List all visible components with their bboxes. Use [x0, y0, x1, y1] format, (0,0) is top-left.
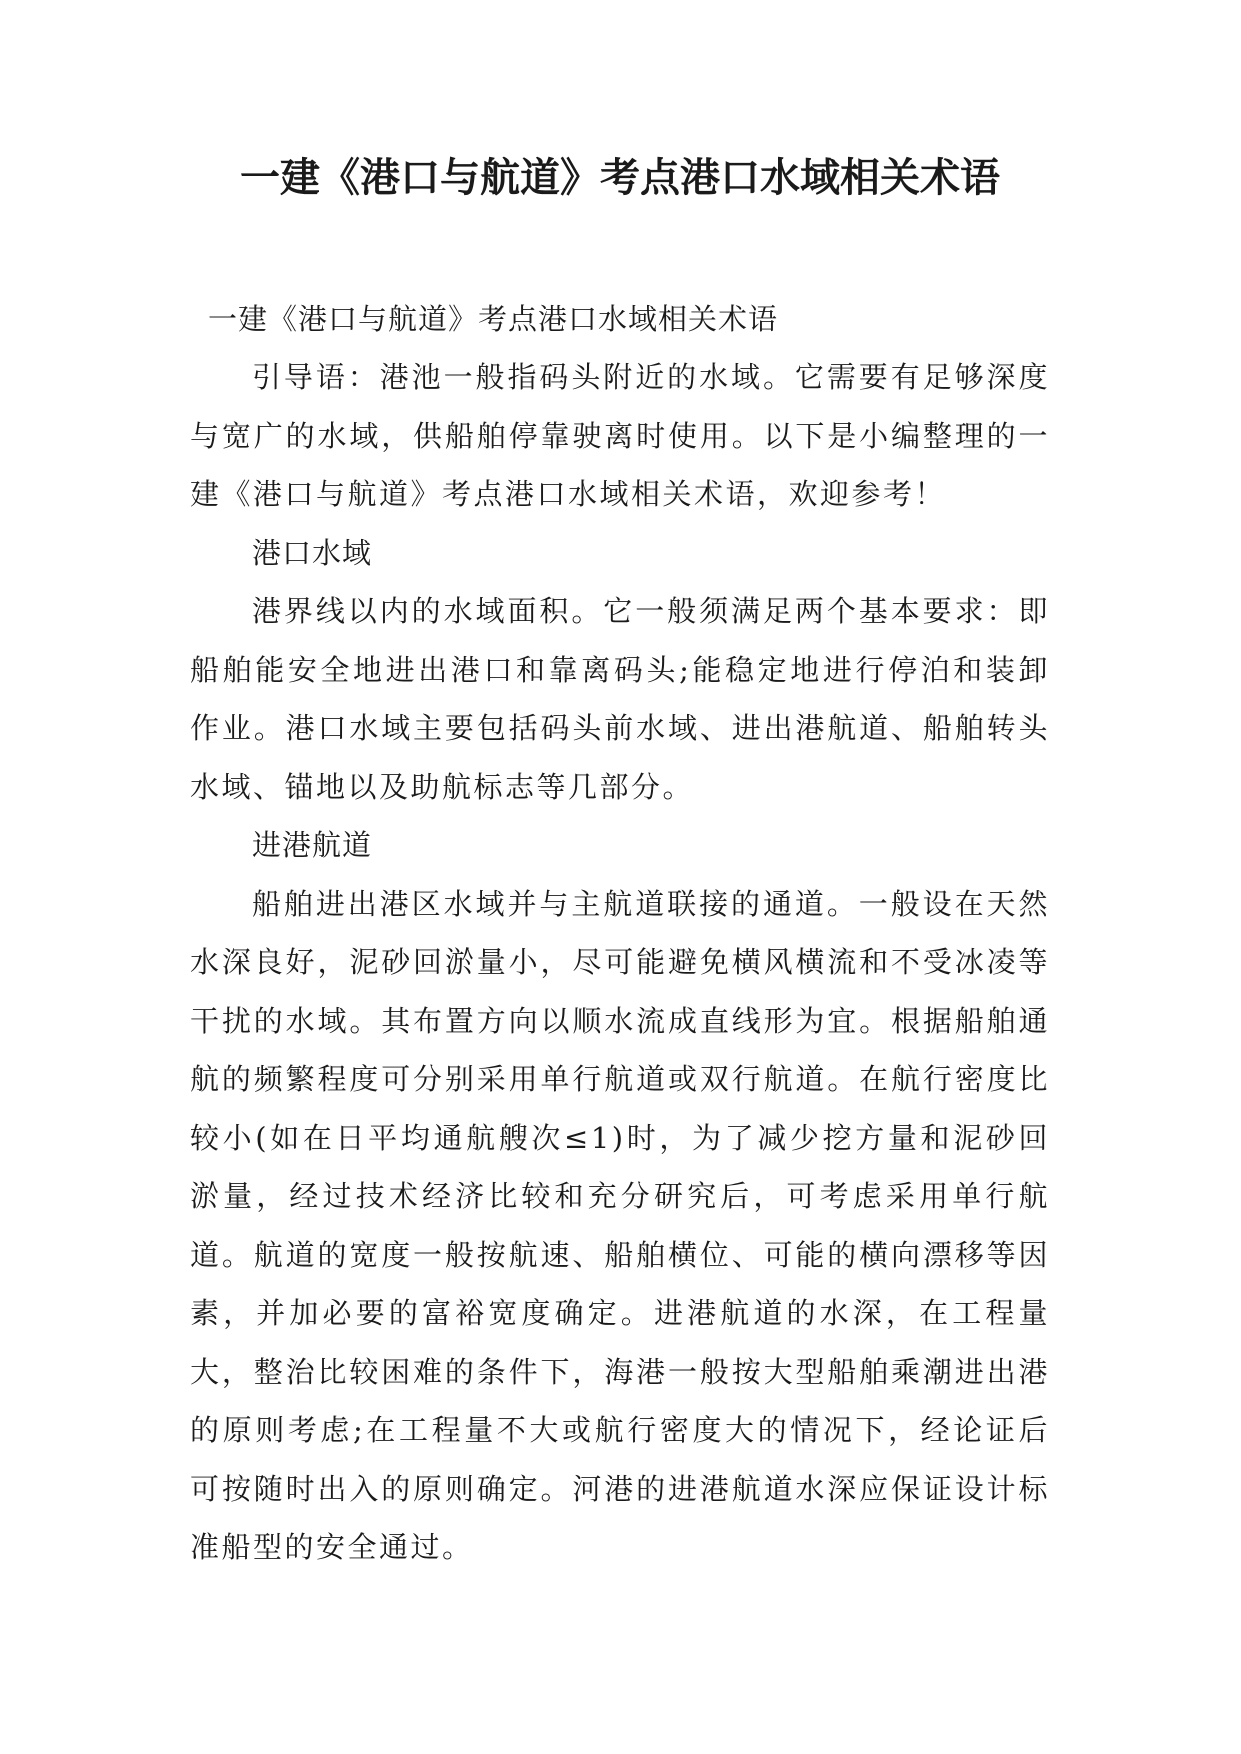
- document-subtitle: 一建《港口与航道》考点港口水域相关术语: [208, 302, 779, 336]
- document-body: [190, 290, 1050, 1577]
- section-body-harbor-waters: 港界线以内的水域面积。它一般须满足两个基本要求：即船舶能安全地进出港口和靠离码头;能稳定地进行停泊和装卸作业。港口水域主要包括码头前水域、进出港航道、船舶转头水域、锚地以及助航标志等几部分。: [190, 594, 1050, 804]
- section-body-approach-channel: 船舶进出港区水域并与主航道联接的通道。一般设在天然水深良好，泥砂回淤量小，尽可能避免横风横流和不受冰凌等干扰的水域。其布置方向以顺水流成直线形为宜。根据船舶通航的频繁程度可分别采用单行航道或双行航道。在航行密度比较小(如在日平均通航艘次≤1)时，为了减少挖方量和泥砂回淤量，经过技术经济比较和充分研究后，可考虑采用单行航道。航道的宽度一般按航速、船舶横位、可能的横向漂移等因素，并加必要的富裕宽度确定。进港航道的水深，在工程量大，整治比较困难的条件下，海港一般按大型船舶乘潮进出港的原则考虑;在工程量不大或航行密度大的情况下，经论证后可按随时出入的原则确定。河港的进港航道水深应保证设计标准船型的安全通过。: [190, 886, 1050, 1564]
- section-heading-approach-channel: 进港航道: [252, 828, 373, 862]
- document-title: 一建《港口与航道》考点港口水域相关术语: [240, 155, 1000, 201]
- section-heading-harbor-waters: 港口水域: [252, 535, 373, 570]
- intro-paragraph: 引导语：港池一般指码头附近的水域。它需要有足够深度与宽广的水域，供船舶停靠驶离时使用。以下是小编整理的一建《港口与航道》考点港口水域相关术语，欢迎参考！: [190, 360, 1050, 511]
